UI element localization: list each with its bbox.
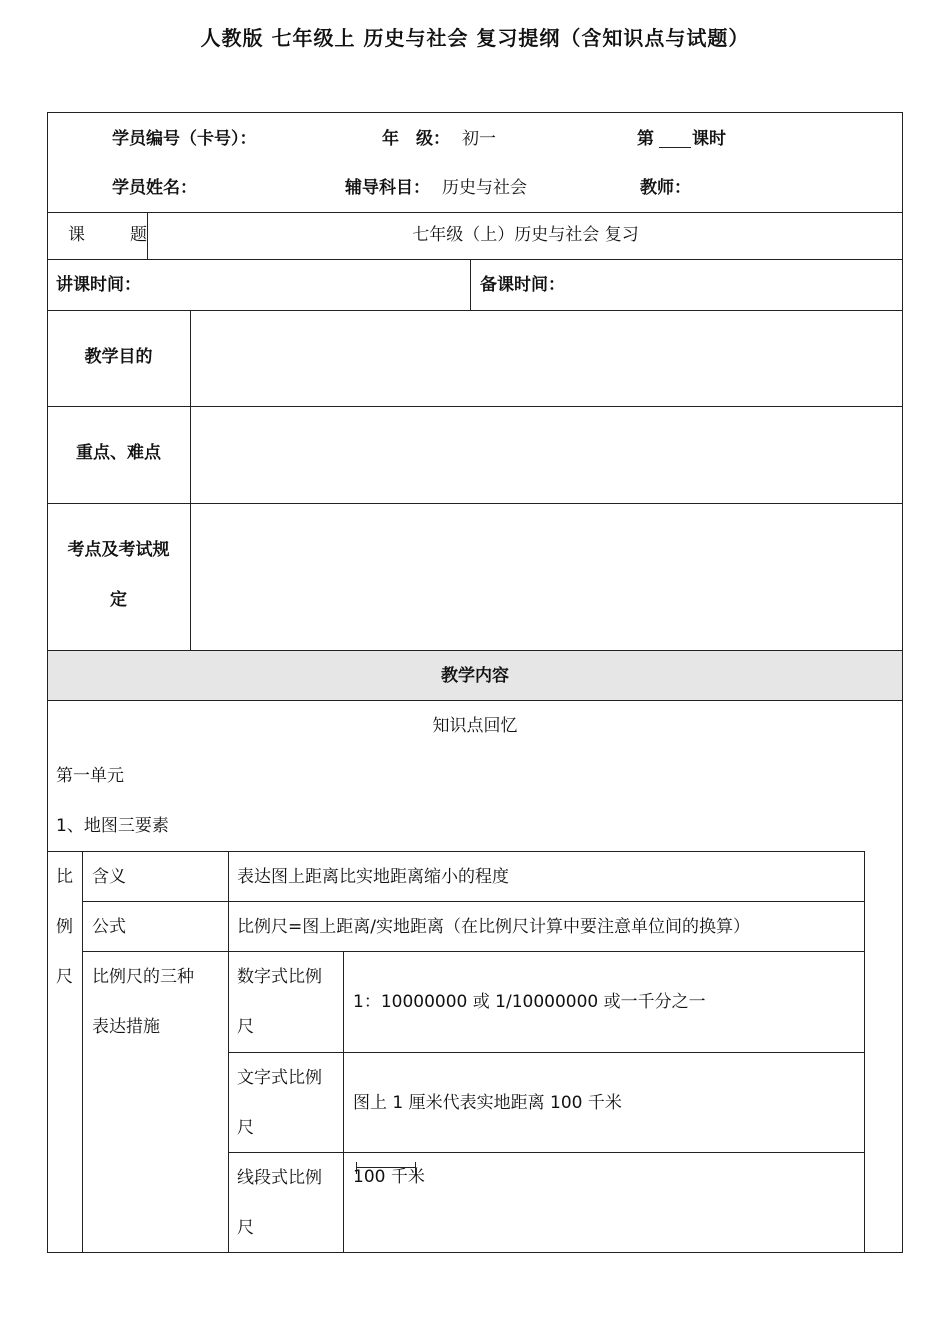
content-header: 教学内容 xyxy=(441,666,509,686)
row-term: 含义 xyxy=(92,867,126,887)
row-desc: 表达图上距离比实地距离缩小的程度 xyxy=(237,867,509,887)
divider xyxy=(47,700,903,701)
teacher-label: 教师： xyxy=(640,178,691,198)
objective-label: 教学目的 xyxy=(84,347,153,367)
form-name-line2: 尺 xyxy=(237,1017,254,1037)
form-name-line1: 文字式比例 xyxy=(237,1068,322,1088)
row-term: 公式 xyxy=(92,917,126,937)
key-points-label: 重点、难点 xyxy=(76,443,161,463)
form-name-line2: 尺 xyxy=(237,1218,254,1238)
divider xyxy=(190,310,191,650)
forms-label-line2: 表达措施 xyxy=(92,1017,160,1037)
unit-heading: 第一单元 xyxy=(56,766,124,786)
student-id-label: 学员编号（卡号）： xyxy=(112,129,257,149)
divider xyxy=(470,259,471,310)
form-example: 100 千米 xyxy=(353,1167,425,1187)
divider xyxy=(47,259,903,260)
form-name-line1: 线段式比例 xyxy=(237,1168,322,1188)
grade-value: 初一 xyxy=(462,129,496,149)
exam-label-line1: 考点及考试规 xyxy=(67,540,170,560)
divider xyxy=(47,650,903,651)
grade-label: 年 级： xyxy=(382,129,450,149)
subject-value: 历史与社会 xyxy=(442,178,527,198)
exam-label-line2: 定 xyxy=(110,590,127,610)
prep-time-label: 备课时间： xyxy=(480,275,565,295)
divider xyxy=(343,951,344,1253)
recall-heading: 知识点回忆 xyxy=(432,716,518,736)
divider xyxy=(82,851,83,1253)
form-name-line2: 尺 xyxy=(237,1118,254,1138)
group-label-char: 比 xyxy=(56,867,73,887)
lecture-time-label: 讲课时间： xyxy=(56,275,141,295)
divider xyxy=(864,851,865,1253)
topic-value: 七年级（上）历史与社会 复习 xyxy=(412,225,639,245)
divider xyxy=(47,310,903,311)
lesson-number-label-post: 课时 xyxy=(692,129,726,149)
lesson-number-blank xyxy=(659,147,691,148)
divider xyxy=(82,951,864,952)
topic-label: 课 题 xyxy=(68,225,161,245)
row-desc: 比例尺=图上距离/实地距离（在比例尺计算中要注意单位间的换算） xyxy=(237,917,750,937)
lesson-number-label-pre: 第 xyxy=(637,129,654,149)
group-label-char: 尺 xyxy=(56,967,73,987)
form-example: 1：10000000 或 1/10000000 或一千分之一 xyxy=(353,992,706,1012)
divider xyxy=(228,1152,864,1153)
divider xyxy=(47,851,864,852)
divider xyxy=(82,901,864,902)
form-example: 图上 1 厘米代表实地距离 100 千米 xyxy=(353,1093,622,1113)
divider xyxy=(47,503,903,504)
forms-label-line1: 比例尺的三种 xyxy=(92,967,194,987)
document-title: 人教版 七年级上 历史与社会 复习提纲（含知识点与试题） xyxy=(200,26,750,50)
divider xyxy=(47,212,903,213)
divider xyxy=(228,1052,864,1053)
group-label-char: 例 xyxy=(56,917,73,937)
form-name-line1: 数字式比例 xyxy=(237,967,322,987)
subject-label: 辅导科目： xyxy=(345,178,430,198)
divider xyxy=(47,406,903,407)
student-name-label: 学员姓名： xyxy=(112,178,197,198)
item-heading: 1、地图三要素 xyxy=(56,816,169,836)
